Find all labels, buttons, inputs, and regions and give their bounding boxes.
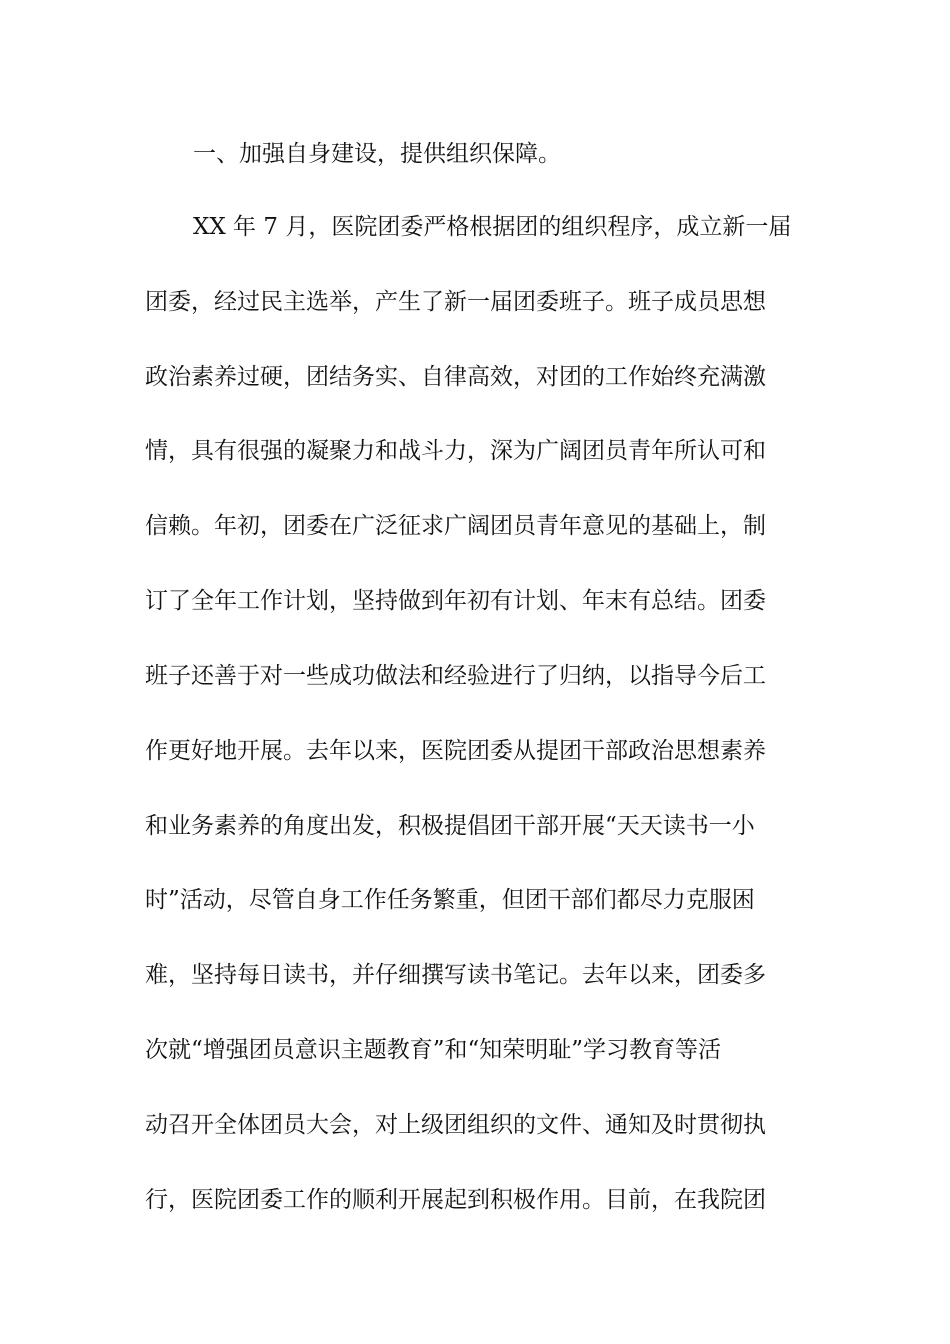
paragraph-line: 时”活动，尽管自身工作任务繁重，但团干部们都尽力克服困 — [145, 887, 755, 913]
paragraph-line: 情，具有很强的凝聚力和战斗力，深为广阔团员青年所认可和 — [145, 438, 766, 464]
paragraph-line: 订了全年工作计划，坚持做到年初有计划、年末有总结。团委 — [145, 588, 766, 614]
paragraph-line: 信赖。年初，团委在广泛征求广阔团员青年意见的基础上，制 — [145, 513, 766, 539]
paragraph-line: 动召开全体团员大会，对上级团组织的文件、通知及时贯彻执 — [145, 1112, 766, 1138]
paragraph-line: 次就“增强团员意识主题教育”和“知荣明耻”学习教育等活 — [145, 1037, 722, 1063]
paragraph-line: 和业务素养的角度出发，积极提倡团干部开展“天天读书一小 — [145, 813, 755, 839]
paragraph-line: 政治素养过硬，团结务实、自律高效，对团的工作始终充满激 — [145, 364, 766, 390]
section-heading: 一、加强自身建设，提供组织保障。 — [193, 141, 561, 167]
paragraph-line: 班子还善于对一些成功做法和经验进行了归纳，以指导今后工 — [145, 663, 766, 689]
paragraph-line: 行，医院团委工作的顺利开展起到积极作用。目前，在我院团 — [145, 1187, 766, 1213]
paragraph-line: XX 年 7 月，医院团委严格根据团的组织程序，成立新一届 — [193, 214, 792, 240]
paragraph-line: 团委，经过民主选举，产生了新一届团委班子。班子成员思想 — [145, 289, 766, 315]
paragraph-line: 难，坚持每日读书，并仔细撰写读书笔记。去年以来，团委多 — [145, 962, 766, 988]
paragraph-line: 作更好地开展。去年以来，医院团委从提团干部政治思想素养 — [145, 738, 766, 764]
